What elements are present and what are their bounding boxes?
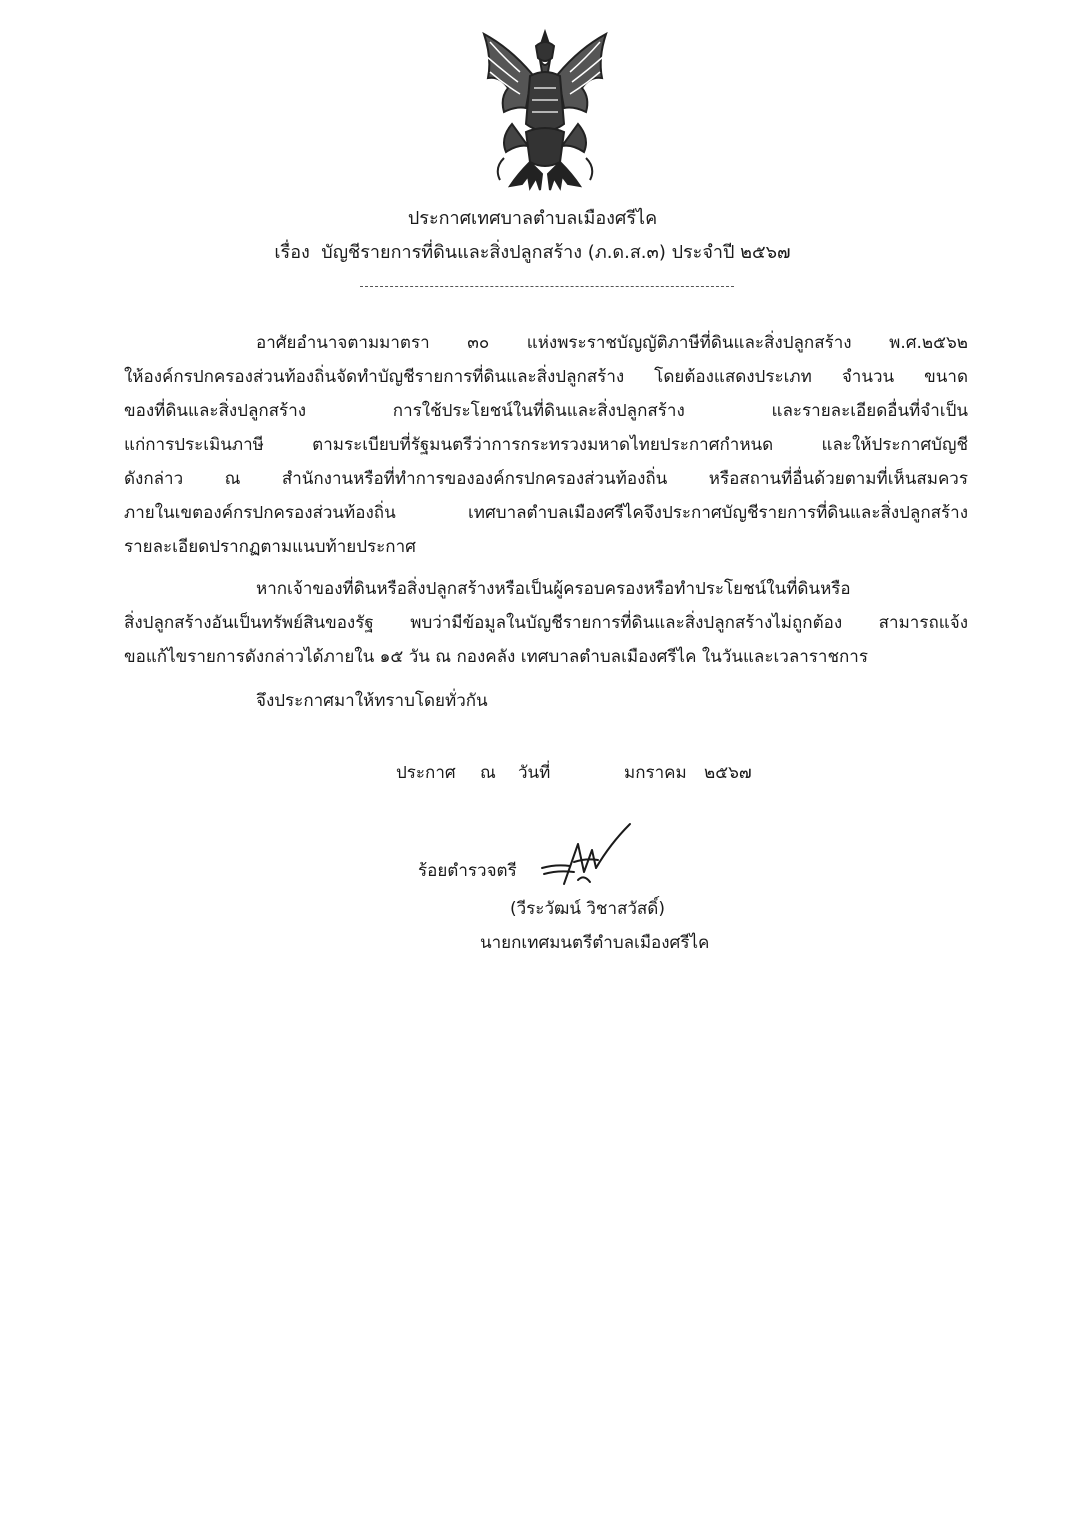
- date-announced-label: ประกาศ: [396, 763, 456, 783]
- paragraph-1-line: ภายในเขตองค์กรปกครองส่วนท้องถิ่น เทศบาลตำบลเมืองศรีไคจึงประกาศบัญชีรายการที่ดินและสิ่งปลูกสร้าง: [124, 503, 968, 523]
- date-year: ๒๕๖๗: [704, 763, 752, 783]
- paragraph-2-line: หากเจ้าของที่ดินหรือสิ่งปลูกสร้างหรือเป็นผู้ครอบครองหรือทำประโยชน์ในที่ดินหรือ: [256, 579, 851, 599]
- date-month: มกราคม: [624, 763, 687, 783]
- signer-name: (วีระวัฒน์ วิชาสวัสดิ์): [510, 899, 665, 919]
- paragraph-1-line: อาศัยอำนาจตามมาตรา ๓๐ แห่งพระราชบัญญัติภาษีที่ดินและสิ่งปลูกสร้าง พ.ศ.๒๕๖๒: [256, 333, 968, 353]
- garuda-emblem-icon: [470, 28, 620, 193]
- signer-rank: ร้อยตำรวจตรี: [418, 861, 517, 881]
- paragraph-1-line: แก่การประเมินภาษี ตามระเบียบที่รัฐมนตรีว่าการกระทรวงมหาดไทยประกาศกำหนด และให้ประกาศบัญชี: [124, 435, 968, 455]
- paragraph-1-line: ให้องค์กรปกครองส่วนท้องถิ่นจัดทำบัญชีรายการที่ดินและสิ่งปลูกสร้าง โดยต้องแสดงประเภท จำนวน ขนาด: [124, 367, 968, 387]
- heading-divider: [360, 286, 734, 287]
- document-subject: [0, 240, 1065, 266]
- subject-text: บัญชีรายการที่ดินและสิ่งปลูกสร้าง (ภ.ด.ส.๓) ประจำปี ๒๕๖๗: [321, 242, 791, 263]
- closing-statement: จึงประกาศมาให้ทราบโดยทั่วกัน: [256, 691, 488, 711]
- handwritten-signature-icon: [538, 822, 634, 894]
- date-day-label: วันที่: [518, 763, 551, 783]
- date-at-label: ณ: [480, 763, 496, 783]
- paragraph-1-line: ของที่ดินและสิ่งปลูกสร้าง การใช้ประโยชน์ในที่ดินและสิ่งปลูกสร้าง และรายละเอียดอื่นที่จำเป็น: [124, 401, 968, 421]
- subject-label: เรื่อง: [274, 242, 310, 263]
- paragraph-2-line: สิ่งปลูกสร้างอันเป็นทรัพย์สินของรัฐ พบว่ามีข้อมูลในบัญชีรายการที่ดินและสิ่งปลูกสร้างไม่ถูกต้อง สามารถแจ้ง: [124, 613, 968, 633]
- paragraph-1-line: รายละเอียดปรากฏตามแนบท้ายประกาศ: [124, 537, 416, 557]
- signer-position: นายกเทศมนตรีตำบลเมืองศรีไค: [480, 933, 710, 953]
- document-title: ประกาศเทศบาลตำบลเมืองศรีไค: [407, 208, 658, 229]
- paragraph-2-line: ขอแก้ไขรายการดังกล่าวได้ภายใน ๑๕ วัน ณ กองคลัง เทศบาลตำบลเมืองศรีไค ในวันและเวลาราชการ: [124, 647, 868, 667]
- paragraph-1-line: ดังกล่าว ณ สำนักงานหรือที่ทำการขององค์กรปกครองส่วนท้องถิ่น หรือสถานที่อื่นด้วยตามที่เห็นสมควร: [124, 469, 968, 489]
